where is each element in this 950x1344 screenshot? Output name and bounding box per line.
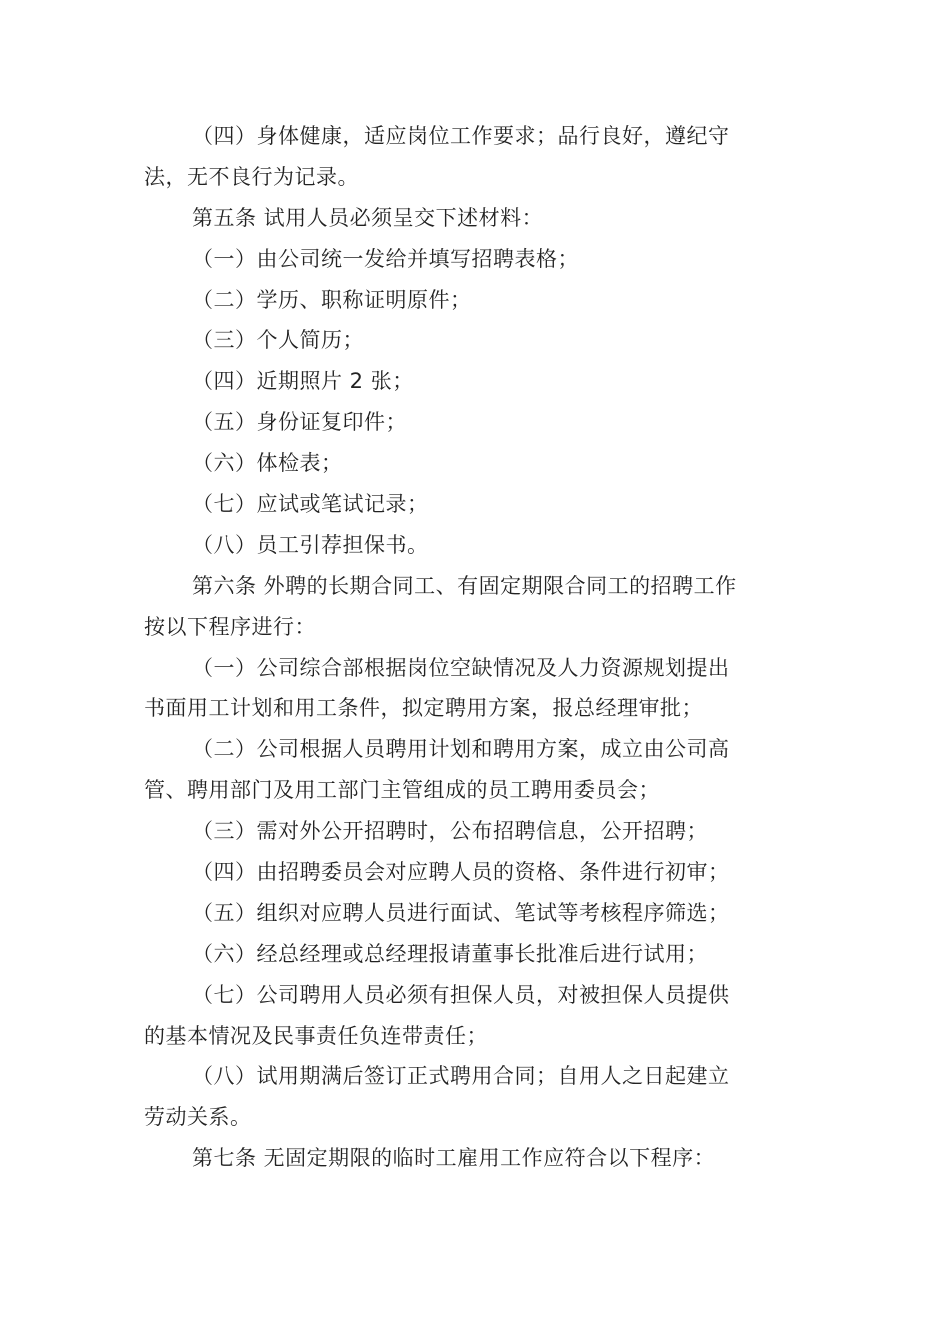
text-line: （七）公司聘用人员必须有担保人员，对被担保人员提供 bbox=[192, 982, 730, 1007]
text-line: 第七条 无固定期限的临时工雇用工作应符合以下程序： bbox=[192, 1146, 716, 1171]
text-line: （一）公司综合部根据岗位空缺情况及人力资源规划提出 bbox=[192, 655, 730, 680]
text-line: （八）员工引荐担保书。 bbox=[192, 532, 429, 557]
text-line: 书面用工计划和用工条件，拟定聘用方案，报总经理审批； bbox=[144, 696, 703, 721]
text-line: （五）身份证复印件； bbox=[192, 410, 407, 435]
text-line: （八）试用期满后签订正式聘用合同；自用人之日起建立 bbox=[192, 1064, 730, 1089]
text-line: （七）应试或笔试记录； bbox=[192, 492, 429, 517]
text-line: （五）组织对应聘人员进行面试、笔试等考核程序筛选； bbox=[192, 900, 730, 925]
text-line: （二）公司根据人员聘用计划和聘用方案，成立由公司高 bbox=[192, 737, 730, 762]
text-line: （四）近期照片 2 张； bbox=[192, 369, 414, 394]
text-line: 法，无不良行为记录。 bbox=[144, 164, 359, 189]
text-line: （四）由招聘委员会对应聘人员的资格、条件进行初审； bbox=[192, 860, 730, 885]
text-line: （三）个人简历； bbox=[192, 328, 364, 353]
text-line: （六）体检表； bbox=[192, 451, 343, 476]
text-line: 第五条 试用人员必须呈交下述材料： bbox=[192, 205, 544, 230]
text-line: （三）需对外公开招聘时，公布招聘信息，公开招聘； bbox=[192, 819, 708, 844]
text-line: 管、聘用部门及用工部门主管组成的员工聘用委员会； bbox=[144, 778, 660, 803]
text-line: 劳动关系。 bbox=[144, 1105, 252, 1130]
text-line: （四）身体健康，适应岗位工作要求；品行良好，遵纪守 bbox=[192, 124, 730, 148]
text-line: （二）学历、职称证明原件； bbox=[192, 287, 472, 312]
text-line: （一）由公司统一发给并填写招聘表格； bbox=[192, 246, 579, 271]
document-body bbox=[144, 116, 806, 1179]
text-line: 按以下程序进行： bbox=[144, 614, 316, 639]
text-line: （六）经总经理或总经理报请董事长批准后进行试用； bbox=[192, 941, 708, 966]
text-line: 的基本情况及民事责任负连带责任； bbox=[144, 1023, 488, 1048]
text-line: 第六条 外聘的长期合同工、有固定期限合同工的招聘工作 bbox=[192, 573, 737, 598]
